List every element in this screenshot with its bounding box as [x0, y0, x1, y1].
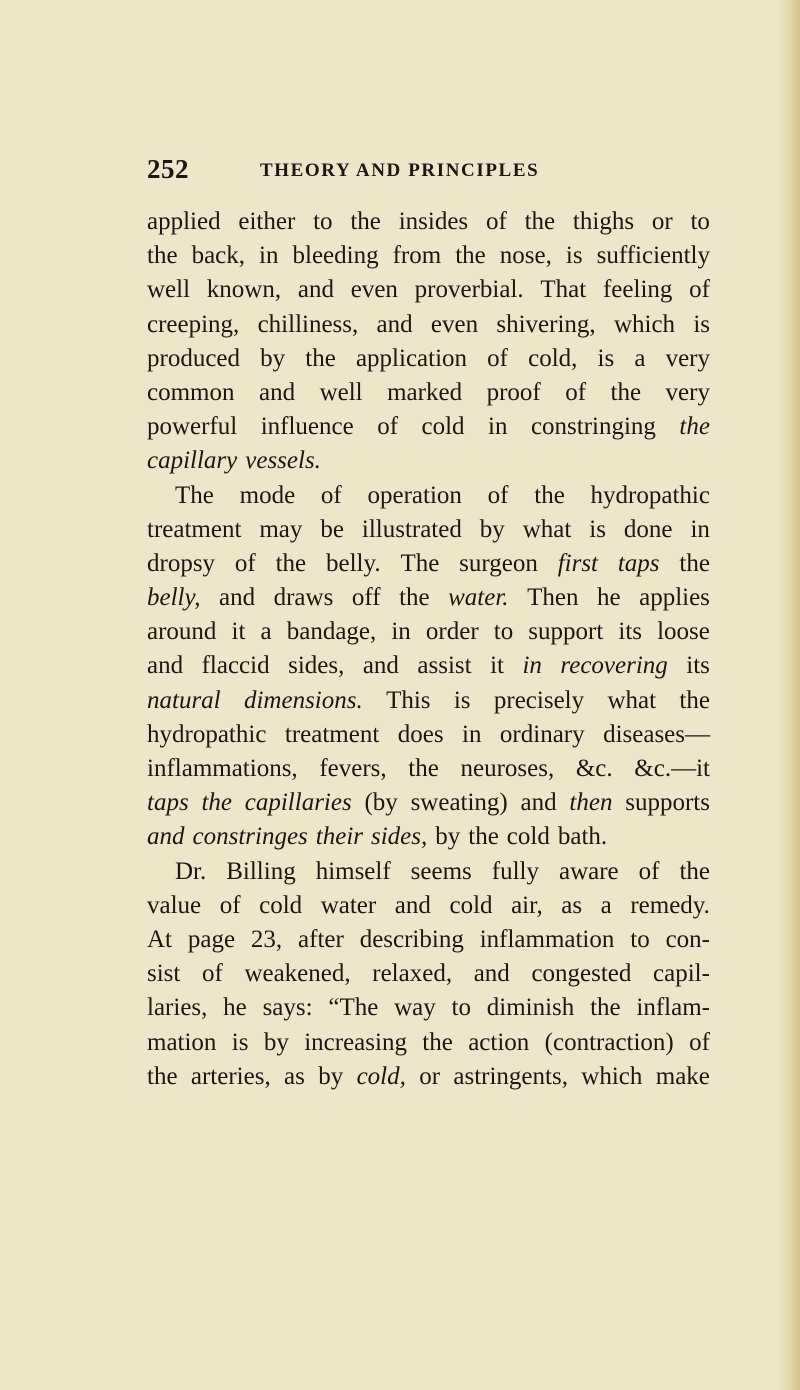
text-line: produced by the application of cold, is a very — [147, 344, 710, 372]
body-text — [147, 205, 710, 1094]
running-header — [147, 152, 707, 192]
running-title: THEORY AND PRINCIPLES — [260, 160, 540, 181]
text-line: inflammations, fevers, the neuroses, &c. &c.—it — [147, 755, 710, 782]
text-line: dropsy of the belly. The surgeon first taps the — [147, 549, 710, 577]
text-line: creeping, chilliness, and even shivering, which is — [147, 310, 710, 338]
text-line: At page 23, after describing inflammation to con- — [147, 925, 710, 953]
text-line: the arteries, as by cold, or astringents, which make — [147, 1062, 710, 1090]
text-line: value of cold water and cold air, as a remedy. — [147, 891, 710, 919]
text-line: mation is by increasing the action (contraction) of — [147, 1028, 710, 1056]
text-line: the back, in bleeding from the nose, is sufficiently — [147, 242, 710, 270]
text-line: natural dimensions. This is precisely what the — [147, 686, 710, 714]
text-line: belly, and draws off the water. Then he applies — [147, 584, 710, 612]
text-line: Dr. Billing himself seems fully aware of the — [175, 857, 710, 885]
text-line: The mode of operation of the hydropathic — [175, 481, 710, 509]
text-line: sist of weakened, relaxed, and congested capil- — [147, 960, 710, 988]
page-edge-shadow — [778, 0, 800, 1390]
text-line: capillary vessels. — [147, 447, 321, 475]
text-line: around it a bandage, in order to support its loose — [147, 618, 710, 646]
text-line: and constringes their sides, by the cold bath. — [147, 823, 608, 851]
text-line: treatment may be illustrated by what is done in — [147, 515, 710, 543]
text-line: laries, he says: “The way to diminish the inflam- — [147, 994, 710, 1022]
text-line: hydropathic treatment does in ordinary diseases— — [147, 720, 710, 748]
text-line: well known, and even proverbial. That feeling of — [147, 276, 710, 304]
text-line: taps the capillaries (by sweating) and then supports — [147, 789, 710, 817]
text-line: powerful influence of cold in constringing the — [147, 413, 710, 441]
text-line: common and well marked proof of the very — [147, 378, 710, 406]
page-number: 252 — [147, 154, 189, 184]
text-line: applied either to the insides of the thighs or to — [147, 208, 710, 235]
text-line: and flaccid sides, and assist it in recovering its — [147, 652, 710, 680]
